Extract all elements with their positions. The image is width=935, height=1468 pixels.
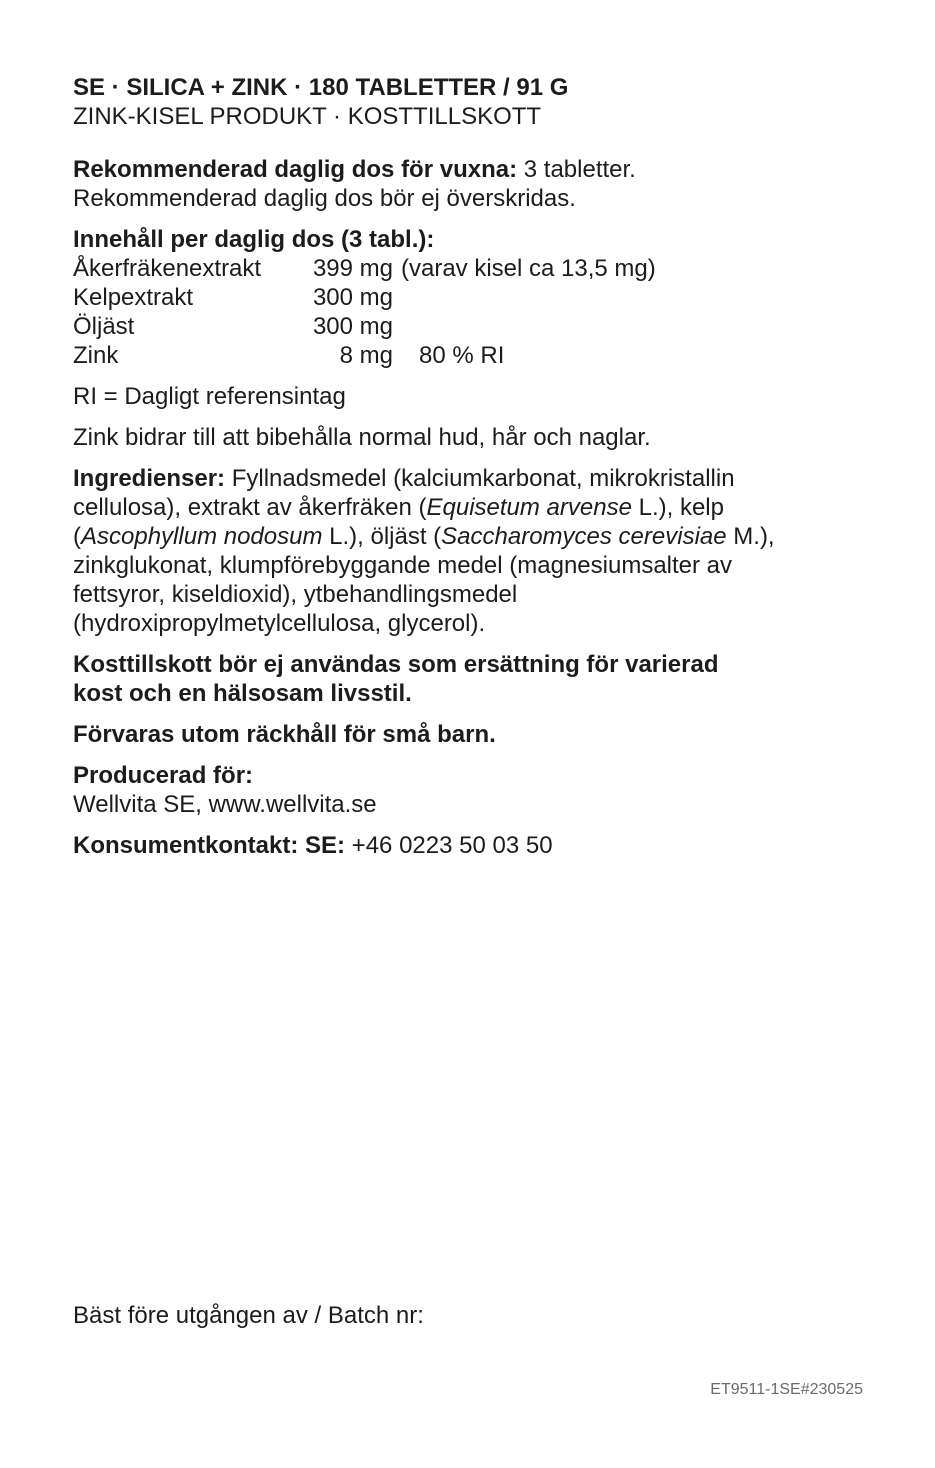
producer-section xyxy=(73,761,863,819)
supplement-warning xyxy=(73,650,773,708)
dose-warning: Rekommenderad daglig dos bör ej överskridas. xyxy=(73,185,576,212)
ingredient-ri: 80 % RI xyxy=(419,342,505,369)
product-title: SE · SILICA + ZINK · 180 TABLETTER / 91 G xyxy=(73,74,569,101)
ingredient-name: Zink xyxy=(73,342,119,369)
product-label xyxy=(73,73,863,860)
dose-value: 3 tabletter. xyxy=(517,156,636,183)
producer-label: Producerad för: xyxy=(73,762,254,789)
supplement-warning-text: Kosttillskott bör ej användas som ersättning för varierad kost och en hälsosam livsstil. xyxy=(73,651,719,707)
table-row xyxy=(73,341,656,370)
content-heading: Innehåll per daglig dos (3 tabl.): xyxy=(73,226,435,253)
ingredients-label: Ingredienser: xyxy=(73,465,226,492)
nutrition-table xyxy=(73,254,656,370)
producer-value: Wellvita SE, www.wellvita.se xyxy=(73,791,377,818)
ingredient-amount: 8 mg xyxy=(339,342,393,369)
contact-label: Konsumentkontakt: SE: xyxy=(73,832,346,859)
contact-section xyxy=(73,831,863,860)
contact-value: +46 0223 50 03 50 xyxy=(345,832,553,859)
ingredient-name: Åkerfräkenextrakt xyxy=(73,255,262,282)
ingredients-section xyxy=(73,464,813,638)
dose-label: Rekommenderad daglig dos för vuxna: xyxy=(73,156,518,183)
ri-note: RI = Dagligt referensintag xyxy=(73,383,346,410)
dose-section xyxy=(73,155,863,213)
ingredient-amount: 399 mg xyxy=(312,255,393,282)
ingredient-name: Kelpextrakt xyxy=(73,284,194,311)
best-before: Bäst före utgången av / Batch nr: xyxy=(73,1302,424,1329)
ingredient-ri xyxy=(393,312,656,341)
table-row xyxy=(73,283,656,312)
table-row xyxy=(73,312,656,341)
latin-name: Saccharomyces cerevisiae xyxy=(441,523,727,550)
ingredients-text: L.), kelp ( xyxy=(73,494,724,550)
storage-note-text: Förvaras utom räckhåll för små barn. xyxy=(73,721,496,748)
product-subtitle: ZINK-KISEL PRODUKT · KOSTTILLSKOTT xyxy=(73,103,542,130)
ingredients-text: M.), zinkglukonat, klumpförebyggande medel (magnesiumsalter av fettsyror, kiseldioxid), ytbehandlingsmedel (hydroxipropylmetylcellulosa, glycerol). xyxy=(73,523,775,637)
ingredients-text: Fyllnadsmedel (kalciumkarbonat, mikrokristallin cellulosa), extrakt av åkerfräken ( xyxy=(73,465,735,521)
ingredients-text: L.), öljäst ( xyxy=(322,523,442,550)
ingredient-name: Öljäst xyxy=(73,313,135,340)
content-section xyxy=(73,225,863,370)
storage-note xyxy=(73,720,863,749)
ingredient-ri xyxy=(393,283,656,312)
ingredient-amount: 300 mg xyxy=(312,284,393,311)
latin-name: Ascophyllum nodosum xyxy=(81,523,323,550)
health-claim: Zink bidrar till att bibehålla normal hud, hår och naglar. xyxy=(73,424,651,451)
table-row xyxy=(73,254,656,283)
ingredient-amount: 300 mg xyxy=(312,313,393,340)
latin-name: Equisetum arvense xyxy=(426,494,632,521)
product-code: ET9511-1SE#230525 xyxy=(710,1381,863,1398)
ingredient-ri: (varav kisel ca 13,5 mg) xyxy=(401,255,656,282)
